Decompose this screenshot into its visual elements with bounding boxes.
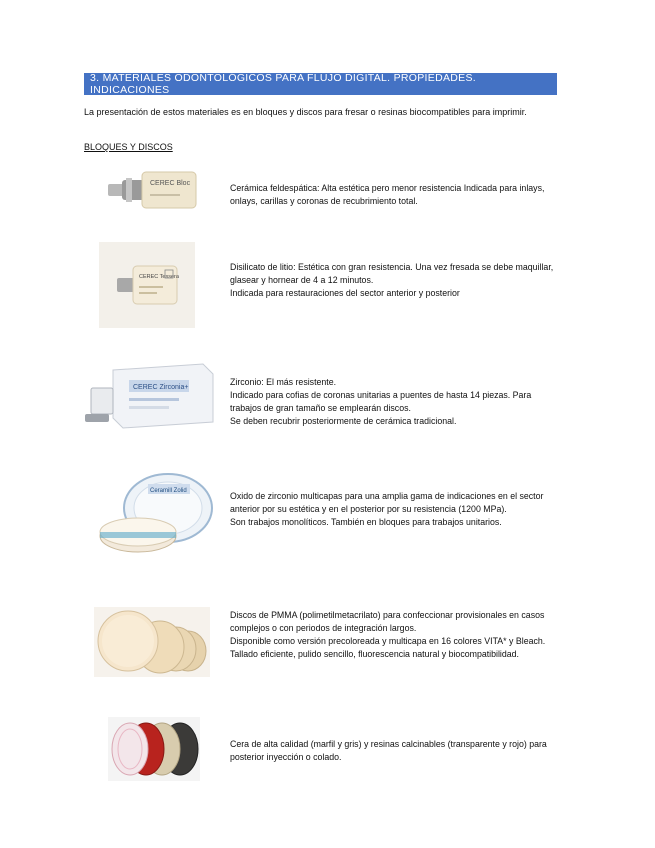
subheading-bloques-discos: BLOQUES Y DISCOS [84, 142, 173, 152]
block-label: CEREC Bloc [150, 180, 191, 187]
item-feldspathic: Cerámica feldespática: Alta estética pero menor resistencia Indicada para inlays, onlays, carillas y coronas de recubrimiento total. [230, 183, 545, 206]
intro-paragraph: La presentación de estos materiales es en bloques y discos para fresar o resinas biocompatibles para imprimir. [84, 107, 527, 117]
zirconia-discs-image [98, 470, 214, 562]
item-pmma: Discos de PMMA (polimetilmetacrilato) para confeccionar provisionales en casos complejos o con periodos de integración largos. Disponible como versión precoloreada y multicapa en 16 colores VITA* y Bleach. Tallado eficiente, pulido sencillo, fluorescencia natural y biocompatibilidad. [230, 610, 546, 659]
item-zirconia: Zirconio: El más resistente. Indicado para cofias de coronas unitarias a puentes de hasta 14 piezas. Para trabajos de gran tamaño se emplearán discos. Se deben recubrir posteriormente de cerámica tradicional. [230, 377, 532, 426]
disc-label: Ceramill Zolid [150, 488, 187, 494]
zirconia-box-image [85, 362, 215, 434]
ceramic-block-image [108, 168, 198, 212]
item-wax-resins: Cera de alta calidad (marfil y gris) y resinas calcinables (transparente y rojo) para posterior inyección o colado. [230, 739, 547, 762]
item-multilayer-zirconia: Oxido de zirconio multicapas para una amplia gama de indicaciones en el sector anterior por su estética y en el posterior por su resistencia (1200 MPa). Son trabajos monolíticos. También en bloques para trabajos unitarios. [230, 491, 544, 527]
lithium-disilicate-image [99, 242, 195, 328]
pmma-discs-image [94, 607, 210, 677]
wax-resin-discs-image [108, 717, 200, 781]
item-lithium-disilicate: Disilicato de litio: Estética con gran resistencia. Una vez fresada se debe maquillar, glasear y hornear de 4 a 12 minutos. Indicada para restauraciones del sector anterior y posterior [230, 262, 554, 298]
block-label: CEREC Tessera [139, 274, 179, 280]
section-heading-banner [84, 73, 557, 95]
section-heading: 3. MATERIALES ODONTOLÓGICOS PARA FLUJO DIGITAL. PROPIEDADES. INDICACIONES [90, 72, 476, 96]
box-label: CEREC Zirconia+ [133, 384, 189, 391]
